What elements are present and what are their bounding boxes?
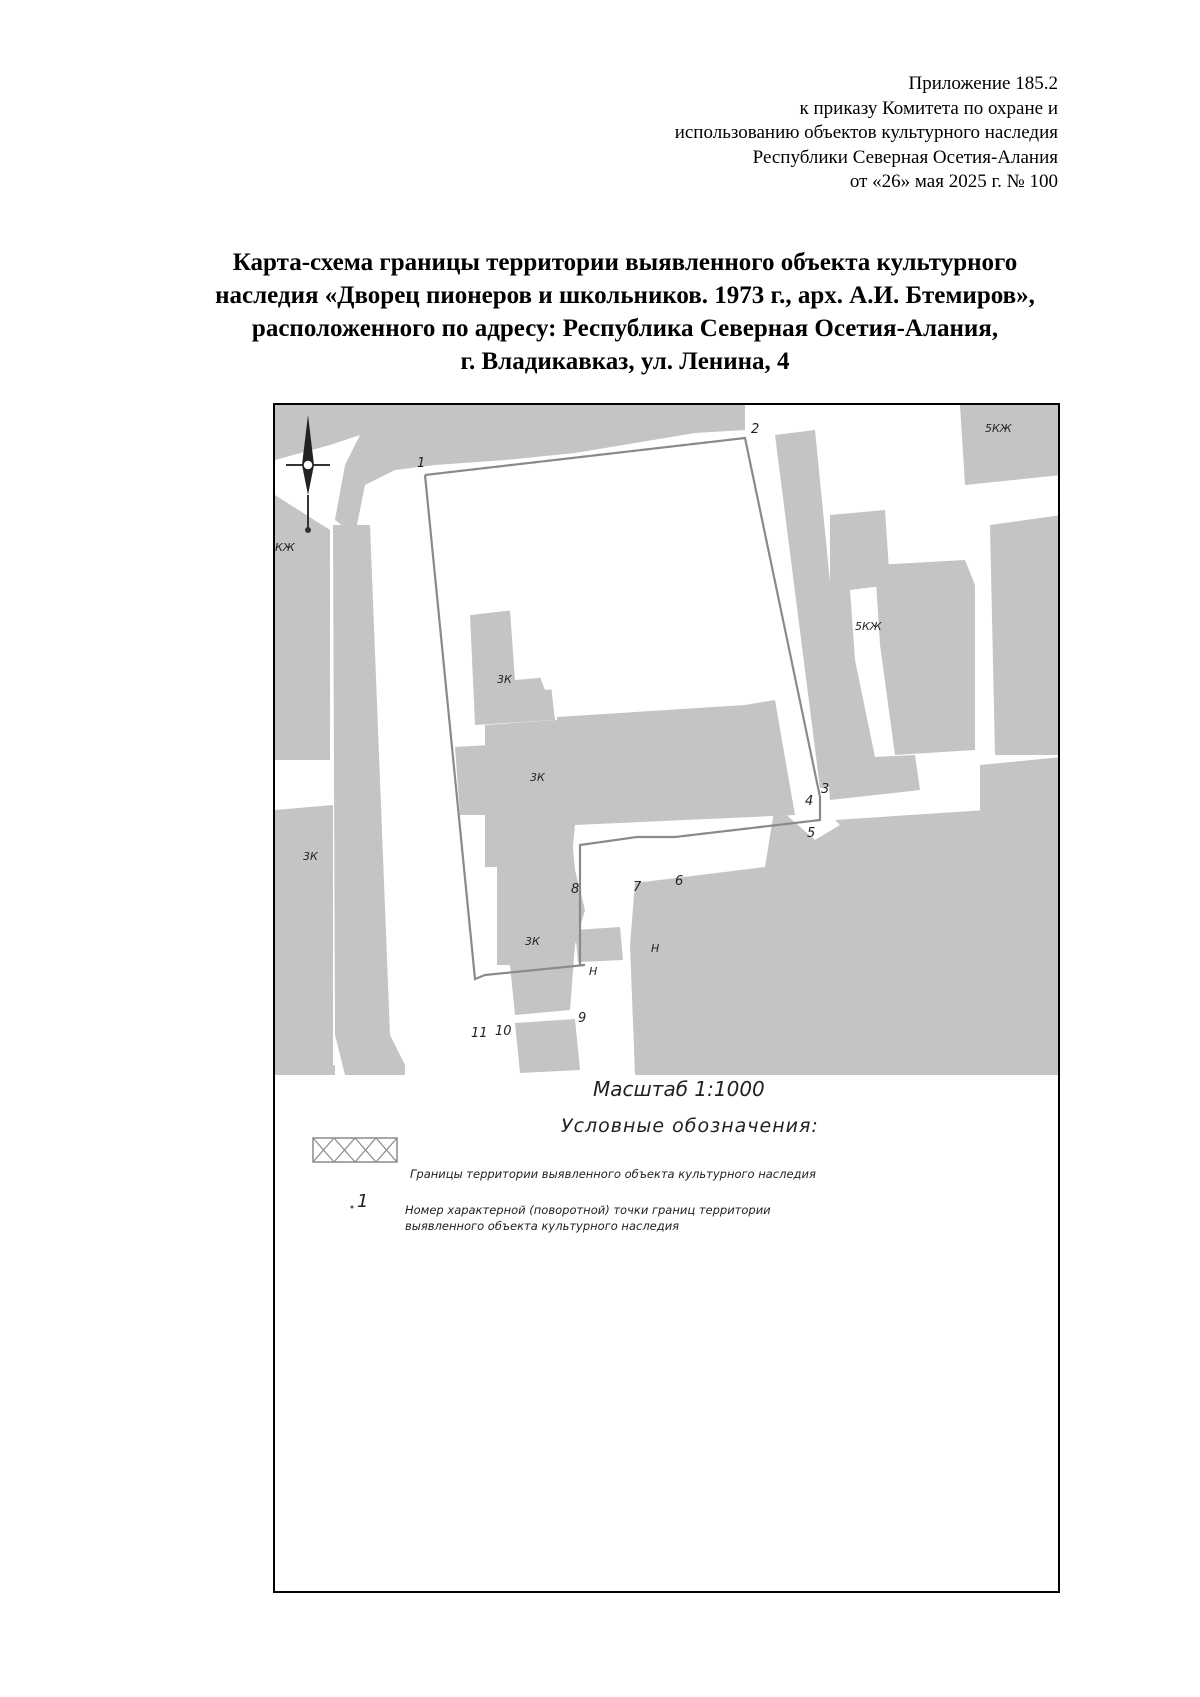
label-3k-left: 3К bbox=[303, 850, 318, 863]
building-left-upper bbox=[275, 495, 330, 760]
header-line: к приказу Комитета по охране и bbox=[799, 97, 1058, 119]
label-3k-b: 3К bbox=[530, 771, 545, 784]
building-main-left-notch bbox=[455, 745, 495, 815]
point-6: 6 bbox=[675, 874, 684, 889]
legend-boundary-swatch-icon bbox=[313, 1138, 397, 1162]
legend-point-sample: 1 bbox=[357, 1191, 369, 1212]
building-n-block bbox=[630, 805, 1060, 1075]
appendix-header bbox=[438, 72, 1058, 195]
building-left-lower bbox=[275, 805, 333, 1075]
street-left-vertical bbox=[333, 525, 405, 1075]
title-line: расположенного по адресу: Республика Северная Осетия-Алания, bbox=[251, 315, 999, 342]
building-right-edge bbox=[990, 515, 1060, 755]
label-n-a: Н bbox=[589, 965, 598, 978]
point-8: 8 bbox=[571, 882, 580, 897]
point-9: 9 bbox=[578, 1011, 587, 1026]
header-line: Приложение 185.2 bbox=[908, 73, 1058, 94]
building-annex-bottom bbox=[515, 1019, 580, 1073]
point-10: 10 bbox=[495, 1024, 512, 1039]
label-kzh-left: КЖ bbox=[275, 541, 295, 554]
point-1: 1 bbox=[417, 456, 426, 471]
document-title bbox=[150, 246, 1100, 378]
legend-boundary-label: Границы территории выявленного объекта культурного наследия bbox=[410, 1167, 816, 1181]
point-4: 4 bbox=[805, 794, 814, 809]
legend-title: Условные обозначения: bbox=[561, 1115, 819, 1137]
point-7: 7 bbox=[633, 880, 642, 895]
building-main-lower bbox=[497, 827, 585, 1015]
title-line: наследия «Дворец пионеров и школьников. 1973 г., арх. А.И. Бтемиров», bbox=[215, 282, 1035, 309]
legend-point-label-line1: Номер характерной (поворотной) точки границ территории bbox=[405, 1203, 771, 1217]
header-line: от «26» мая 2025 г. № 100 bbox=[849, 171, 1058, 192]
label-3k-a: 3К bbox=[497, 673, 512, 686]
header-line: Республики Северная Осетия-Алания bbox=[752, 146, 1058, 168]
building-h-small bbox=[575, 927, 623, 962]
point-5: 5 bbox=[807, 826, 816, 841]
building-5kzh-top bbox=[960, 405, 1060, 485]
map-frame bbox=[273, 403, 1060, 1593]
label-5kzh-mid: 5КЖ bbox=[855, 620, 882, 633]
building-5kzh-side bbox=[875, 560, 975, 755]
label-5kzh-top: 5КЖ bbox=[985, 422, 1012, 435]
building-right-small bbox=[980, 757, 1060, 815]
point-11: 11 bbox=[471, 1026, 488, 1041]
title-line: Карта-схема границы территории выявленного объекта культурного bbox=[232, 249, 1018, 276]
label-n-b: Н bbox=[651, 942, 660, 955]
label-3k-c: 3К bbox=[525, 935, 540, 948]
point-2: 2 bbox=[751, 422, 760, 437]
scale-label: Масштаб 1:1000 bbox=[593, 1077, 765, 1101]
legend-point-dot-icon bbox=[351, 1206, 354, 1209]
header-line: использованию объектов культурного наследия bbox=[674, 122, 1058, 143]
site-plan-map bbox=[275, 405, 1060, 1593]
point-3: 3 bbox=[821, 782, 830, 797]
legend-point-label-line2: выявленного объекта культурного наследия bbox=[405, 1219, 680, 1233]
title-line: г. Владикавказ, ул. Ленина, 4 bbox=[460, 348, 790, 375]
